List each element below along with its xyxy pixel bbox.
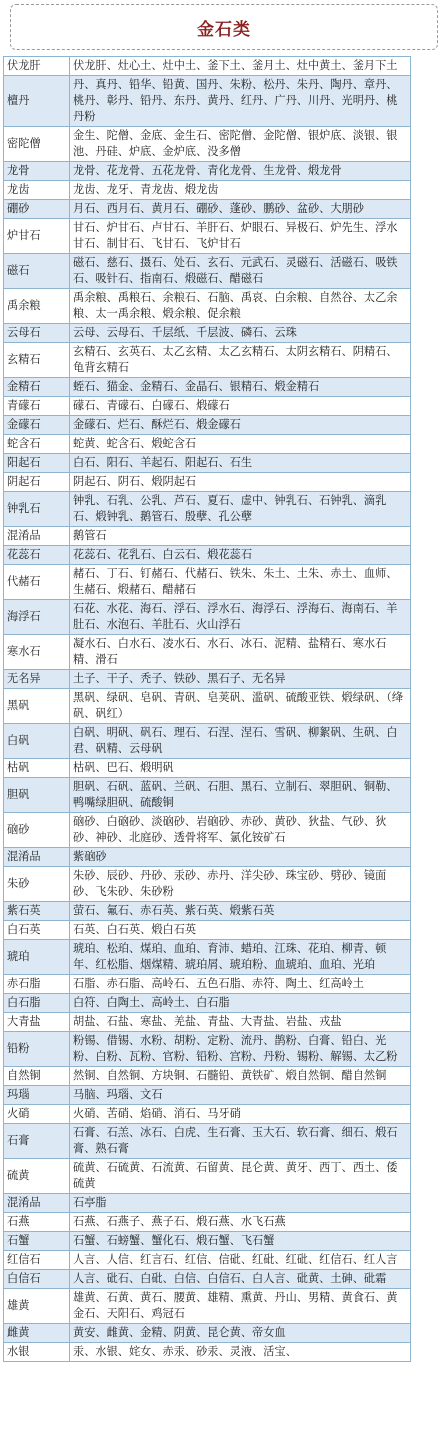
medicine-name-cell: 阳起石	[4, 454, 70, 473]
table-row	[4, 76, 411, 127]
table-row	[4, 57, 411, 76]
alias-cell: 汞、水银、姹女、赤汞、砂汞、灵液、活宝、	[70, 1343, 411, 1362]
table-row	[4, 635, 411, 670]
alias-cell: 礞石、青礞石、白礞石、煅礞石	[70, 397, 411, 416]
medicine-name-cell: 磁石	[4, 254, 70, 289]
alias-cell: 石英、白石英、煅白石英	[70, 921, 411, 940]
medicine-name-cell: 石蟹	[4, 1232, 70, 1251]
medicine-name-cell: 黑矾	[4, 689, 70, 724]
alias-cell: 石亭脂	[70, 1194, 411, 1213]
medicine-name-cell: 枯矾	[4, 759, 70, 778]
medicine-name-cell: 铅粉	[4, 1032, 70, 1067]
table-row	[4, 1251, 411, 1270]
table-row	[4, 1032, 411, 1067]
alias-cell: 石花、水花、海石、浮石、浮水石、海浮石、浮海石、海南石、羊肚石、水泡石、羊肚石、火山浮石	[70, 600, 411, 635]
alias-cell: 石膏、石羔、冰石、白虎、生石膏、玉大石、软石膏、细石、煅石膏、熟石膏	[70, 1124, 411, 1159]
mineral-alias-table	[3, 56, 411, 1362]
alias-cell: 白石、阳石、羊起石、阳起石、石生	[70, 454, 411, 473]
medicine-name-cell: 紫石英	[4, 902, 70, 921]
medicine-name-cell: 水银	[4, 1343, 70, 1362]
alias-cell: 丹、真丹、铅华、铅黄、国丹、朱粉、松丹、朱丹、陶丹、章丹、桃丹、彰丹、铅丹、东丹、黄丹、红丹、广丹、川丹、光明丹、桃丹粉	[70, 76, 411, 127]
medicine-name-cell: 龙骨	[4, 162, 70, 181]
medicine-name-cell: 大青盐	[4, 1013, 70, 1032]
medicine-name-cell: 海浮石	[4, 600, 70, 635]
medicine-name-cell: 硇砂	[4, 813, 70, 848]
medicine-name-cell: 金礞石	[4, 416, 70, 435]
alias-cell: 石脂、赤石脂、高岭石、五色石脂、赤符、陶土、红高岭土	[70, 975, 411, 994]
table-row	[4, 546, 411, 565]
alias-cell: 粉锡、借锡、水粉、胡粉、定粉、流丹、鹊粉、白膏、铅白、光粉、白粉、瓦粉、官粉、铅粉、宫粉、丹粉、锡粉、解锡、太乙粉	[70, 1032, 411, 1067]
table-row	[4, 1194, 411, 1213]
medicine-name-cell: 钟乳石	[4, 492, 70, 527]
medicine-name-cell: 硼砂	[4, 200, 70, 219]
alias-cell: 萤石、氟石、赤石英、紫石英、煅紫石英	[70, 902, 411, 921]
table-row	[4, 921, 411, 940]
alias-cell: 白矾、明矾、矾石、理石、石涅、涅石、雪矾、柳絮矾、生矾、白君、矾精、云母矾	[70, 724, 411, 759]
alias-cell: 胆矾、石矾、蓝矾、兰矾、石胆、黑石、立制石、翠胆矾、铜勒、鸭嘴绿胆矾、硫酸铜	[70, 778, 411, 813]
alias-cell: 胡盐、石盐、寒盐、羌盐、青盐、大青盐、岩盐、戎盐	[70, 1013, 411, 1032]
alias-cell: 黑矾、绿矾、皂矾、青矾、皂荚矾、滥矾、硫酸亚铁、煅绿矾、（绛矾、矾红）	[70, 689, 411, 724]
table-row	[4, 1232, 411, 1251]
table-row	[4, 1270, 411, 1289]
medicine-name-cell: 禹余粮	[4, 289, 70, 324]
table-row	[4, 940, 411, 975]
alias-cell: 龙齿、龙牙、青龙齿、煅龙齿	[70, 181, 411, 200]
alias-cell: 蛇黄、蛇含石、煅蛇含石	[70, 435, 411, 454]
alias-cell: 阴起石、阴石、煅阴起石	[70, 473, 411, 492]
medicine-name-cell: 代赭石	[4, 565, 70, 600]
table-row	[4, 724, 411, 759]
alias-cell: 禹余粮、禹粮石、余粮石、石脑、禹哀、白余粮、自然谷、太乙余粮、太一禹余粮、煅余粮、促余粮	[70, 289, 411, 324]
header	[0, 0, 443, 56]
medicine-name-cell: 自然铜	[4, 1067, 70, 1086]
alias-cell: 马脑、玛瑙、文石	[70, 1086, 411, 1105]
alias-cell: 枯矾、巴石、煅明矾	[70, 759, 411, 778]
medicine-name-cell: 雄黄	[4, 1289, 70, 1324]
table-row	[4, 600, 411, 635]
medicine-name-cell: 红信石	[4, 1251, 70, 1270]
table-row	[4, 181, 411, 200]
medicine-name-cell: 赤石脂	[4, 975, 70, 994]
table-row	[4, 902, 411, 921]
section-title-box	[10, 4, 438, 50]
table-row	[4, 1013, 411, 1032]
alias-cell: 雄黄、石黄、黄石、腰黄、雄精、熏黄、丹山、男精、黄食石、黄金石、天阳石、鸡冠石	[70, 1289, 411, 1324]
medicine-name-cell: 白石英	[4, 921, 70, 940]
alias-cell: 凝水石、白水石、凌水石、水石、冰石、泥精、盐精石、寒水石精、滑石	[70, 635, 411, 670]
medicine-name-cell: 寒水石	[4, 635, 70, 670]
alias-cell: 鹅管石	[70, 527, 411, 546]
alias-cell: 石蟹、石螃蟹、蟹化石、煅石蟹、飞石蟹	[70, 1232, 411, 1251]
alias-cell: 蛭石、猫金、金精石、金晶石、银精石、煅金精石	[70, 378, 411, 397]
alias-cell: 伏龙肝、灶心土、灶中土、釜下土、釜月土、灶中黄土、釜月下土	[70, 57, 411, 76]
table-row	[4, 1067, 411, 1086]
table-row	[4, 1105, 411, 1124]
table-row	[4, 473, 411, 492]
table-row	[4, 492, 411, 527]
table-row	[4, 527, 411, 546]
table-row	[4, 1159, 411, 1194]
medicine-name-cell: 雌黄	[4, 1324, 70, 1343]
medicine-name-cell: 朱砂	[4, 867, 70, 902]
table-row	[4, 565, 411, 600]
medicine-name-cell: 龙齿	[4, 181, 70, 200]
medicine-name-cell: 蛇含石	[4, 435, 70, 454]
table-body	[4, 57, 411, 1362]
table-row	[4, 813, 411, 848]
table-row	[4, 162, 411, 181]
medicine-name-cell: 玛瑙	[4, 1086, 70, 1105]
table-row	[4, 435, 411, 454]
medicine-name-cell: 伏龙肝	[4, 57, 70, 76]
medicine-name-cell: 阴起石	[4, 473, 70, 492]
medicine-name-cell: 混淆品	[4, 1194, 70, 1213]
alias-cell: 白符、白陶土、高岭土、白石脂	[70, 994, 411, 1013]
medicine-name-cell: 金精石	[4, 378, 70, 397]
section-title: 金石类	[197, 19, 251, 40]
medicine-name-cell: 青礞石	[4, 397, 70, 416]
medicine-name-cell: 琥珀	[4, 940, 70, 975]
table-row	[4, 1213, 411, 1232]
alias-cell: 火硝、苦硝、焰硝、消石、马牙硝	[70, 1105, 411, 1124]
table-row	[4, 994, 411, 1013]
alias-cell: 硇砂、白硇砂、淡硇砂、岩硇砂、赤砂、黄砂、狄盐、气砂、狄砂、神砂、北庭砂、透骨将军、氯化铵矿石	[70, 813, 411, 848]
medicine-name-cell: 硫黄	[4, 1159, 70, 1194]
alias-cell: 石燕、石燕子、燕子石、煅石燕、水飞石燕	[70, 1213, 411, 1232]
table-row	[4, 689, 411, 724]
medicine-name-cell: 白信石	[4, 1270, 70, 1289]
alias-cell: 琥珀、松珀、煤珀、血珀、育沛、蜡珀、江珠、花珀、柳青、顿年、红松脂、烟煤精、琥珀屑、琥珀粉、血琥珀、血珀、光珀	[70, 940, 411, 975]
table-row	[4, 289, 411, 324]
alias-cell: 土子、干子、秃子、铁砂、黑石子、无名异	[70, 670, 411, 689]
alias-cell: 人言、砒石、白砒、白信、白信石、白人言、砒黄、土砷、砒霜	[70, 1270, 411, 1289]
table-row	[4, 778, 411, 813]
table-row	[4, 254, 411, 289]
alias-cell: 玄精石、玄英石、太乙玄精、太乙玄精石、太阴玄精石、阴精石、龟背玄精石	[70, 343, 411, 378]
alias-cell: 钟乳、石乳、公乳、芦石、夏石、虚中、钟乳石、石钟乳、滴乳石、煅钟乳、鹅管石、殷孽、孔公孽	[70, 492, 411, 527]
table-row	[4, 1124, 411, 1159]
alias-cell: 朱砂、辰砂、丹砂、汞砂、赤丹、洋尖砂、珠宝砂、劈砂、镜面砂、飞朱砂、朱砂粉	[70, 867, 411, 902]
medicine-name-cell: 花蕊石	[4, 546, 70, 565]
medicine-name-cell: 云母石	[4, 324, 70, 343]
medicine-name-cell: 白石脂	[4, 994, 70, 1013]
table-row	[4, 1086, 411, 1105]
table-row	[4, 867, 411, 902]
alias-cell: 然铜、自然铜、方块铜、石髓铅、黄铁矿、煅自然铜、醋自然铜	[70, 1067, 411, 1086]
alias-cell: 甘石、炉甘石、卢甘石、羊肝石、炉眼石、异极石、炉先生、浮水甘石、制甘石、飞甘石、飞炉甘石	[70, 219, 411, 254]
table-row	[4, 454, 411, 473]
alias-cell: 龙骨、花龙骨、五花龙骨、青化龙骨、生龙骨、煅龙骨	[70, 162, 411, 181]
table-row	[4, 670, 411, 689]
alias-cell: 磁石、慈石、摄石、处石、玄石、元武石、灵磁石、活磁石、吸铁石、吸针石、指南石、煅磁石、醋磁石	[70, 254, 411, 289]
table-row	[4, 127, 411, 162]
medicine-name-cell: 白矾	[4, 724, 70, 759]
alias-cell: 赭石、丁石、钉赭石、代赭石、铁朱、朱土、土朱、赤土、血师、生赭石、煅赭石、醋赭石	[70, 565, 411, 600]
medicine-name-cell: 玄精石	[4, 343, 70, 378]
table-row	[4, 324, 411, 343]
table-row	[4, 975, 411, 994]
table-row	[4, 219, 411, 254]
alias-cell: 黄安、雌黄、金精、阴黄、昆仑黄、帝女血	[70, 1324, 411, 1343]
medicine-name-cell: 胆矾	[4, 778, 70, 813]
table-row	[4, 343, 411, 378]
table-row	[4, 416, 411, 435]
alias-cell: 花蕊石、花乳石、白云石、煅花蕊石	[70, 546, 411, 565]
medicine-name-cell: 檀丹	[4, 76, 70, 127]
alias-cell: 硫黄、石硫黄、石流黄、石留黄、昆仑黄、黄牙、西丁、西土、倭硫黄	[70, 1159, 411, 1194]
alias-cell: 紫硇砂	[70, 848, 411, 867]
alias-cell: 人言、人信、红言石、红信、信砒、红砒、红砒、红信石、红人言	[70, 1251, 411, 1270]
alias-cell: 月石、西月石、黄月石、硼砂、蓬砂、鹏砂、盆砂、大朋砂	[70, 200, 411, 219]
medicine-name-cell: 密陀僧	[4, 127, 70, 162]
alias-cell: 金生、陀僧、金底、金生石、密陀僧、金陀僧、银炉底、淡银、银池、丹硅、炉底、金炉底、没多僧	[70, 127, 411, 162]
alias-cell: 云母、云母石、千层纸、千层波、磷石、云珠	[70, 324, 411, 343]
medicine-name-cell: 混淆品	[4, 527, 70, 546]
medicine-name-cell: 石燕	[4, 1213, 70, 1232]
medicine-name-cell: 石膏	[4, 1124, 70, 1159]
table-row	[4, 848, 411, 867]
table-row	[4, 397, 411, 416]
table-row	[4, 1343, 411, 1362]
table-row	[4, 759, 411, 778]
alias-cell: 金礞石、烂石、酥烂石、煅金礞石	[70, 416, 411, 435]
medicine-name-cell: 炉甘石	[4, 219, 70, 254]
table-row	[4, 378, 411, 397]
medicine-name-cell: 混淆品	[4, 848, 70, 867]
table-row	[4, 1289, 411, 1324]
medicine-name-cell: 无名异	[4, 670, 70, 689]
medicine-name-cell: 火硝	[4, 1105, 70, 1124]
table-row	[4, 1324, 411, 1343]
table-row	[4, 200, 411, 219]
